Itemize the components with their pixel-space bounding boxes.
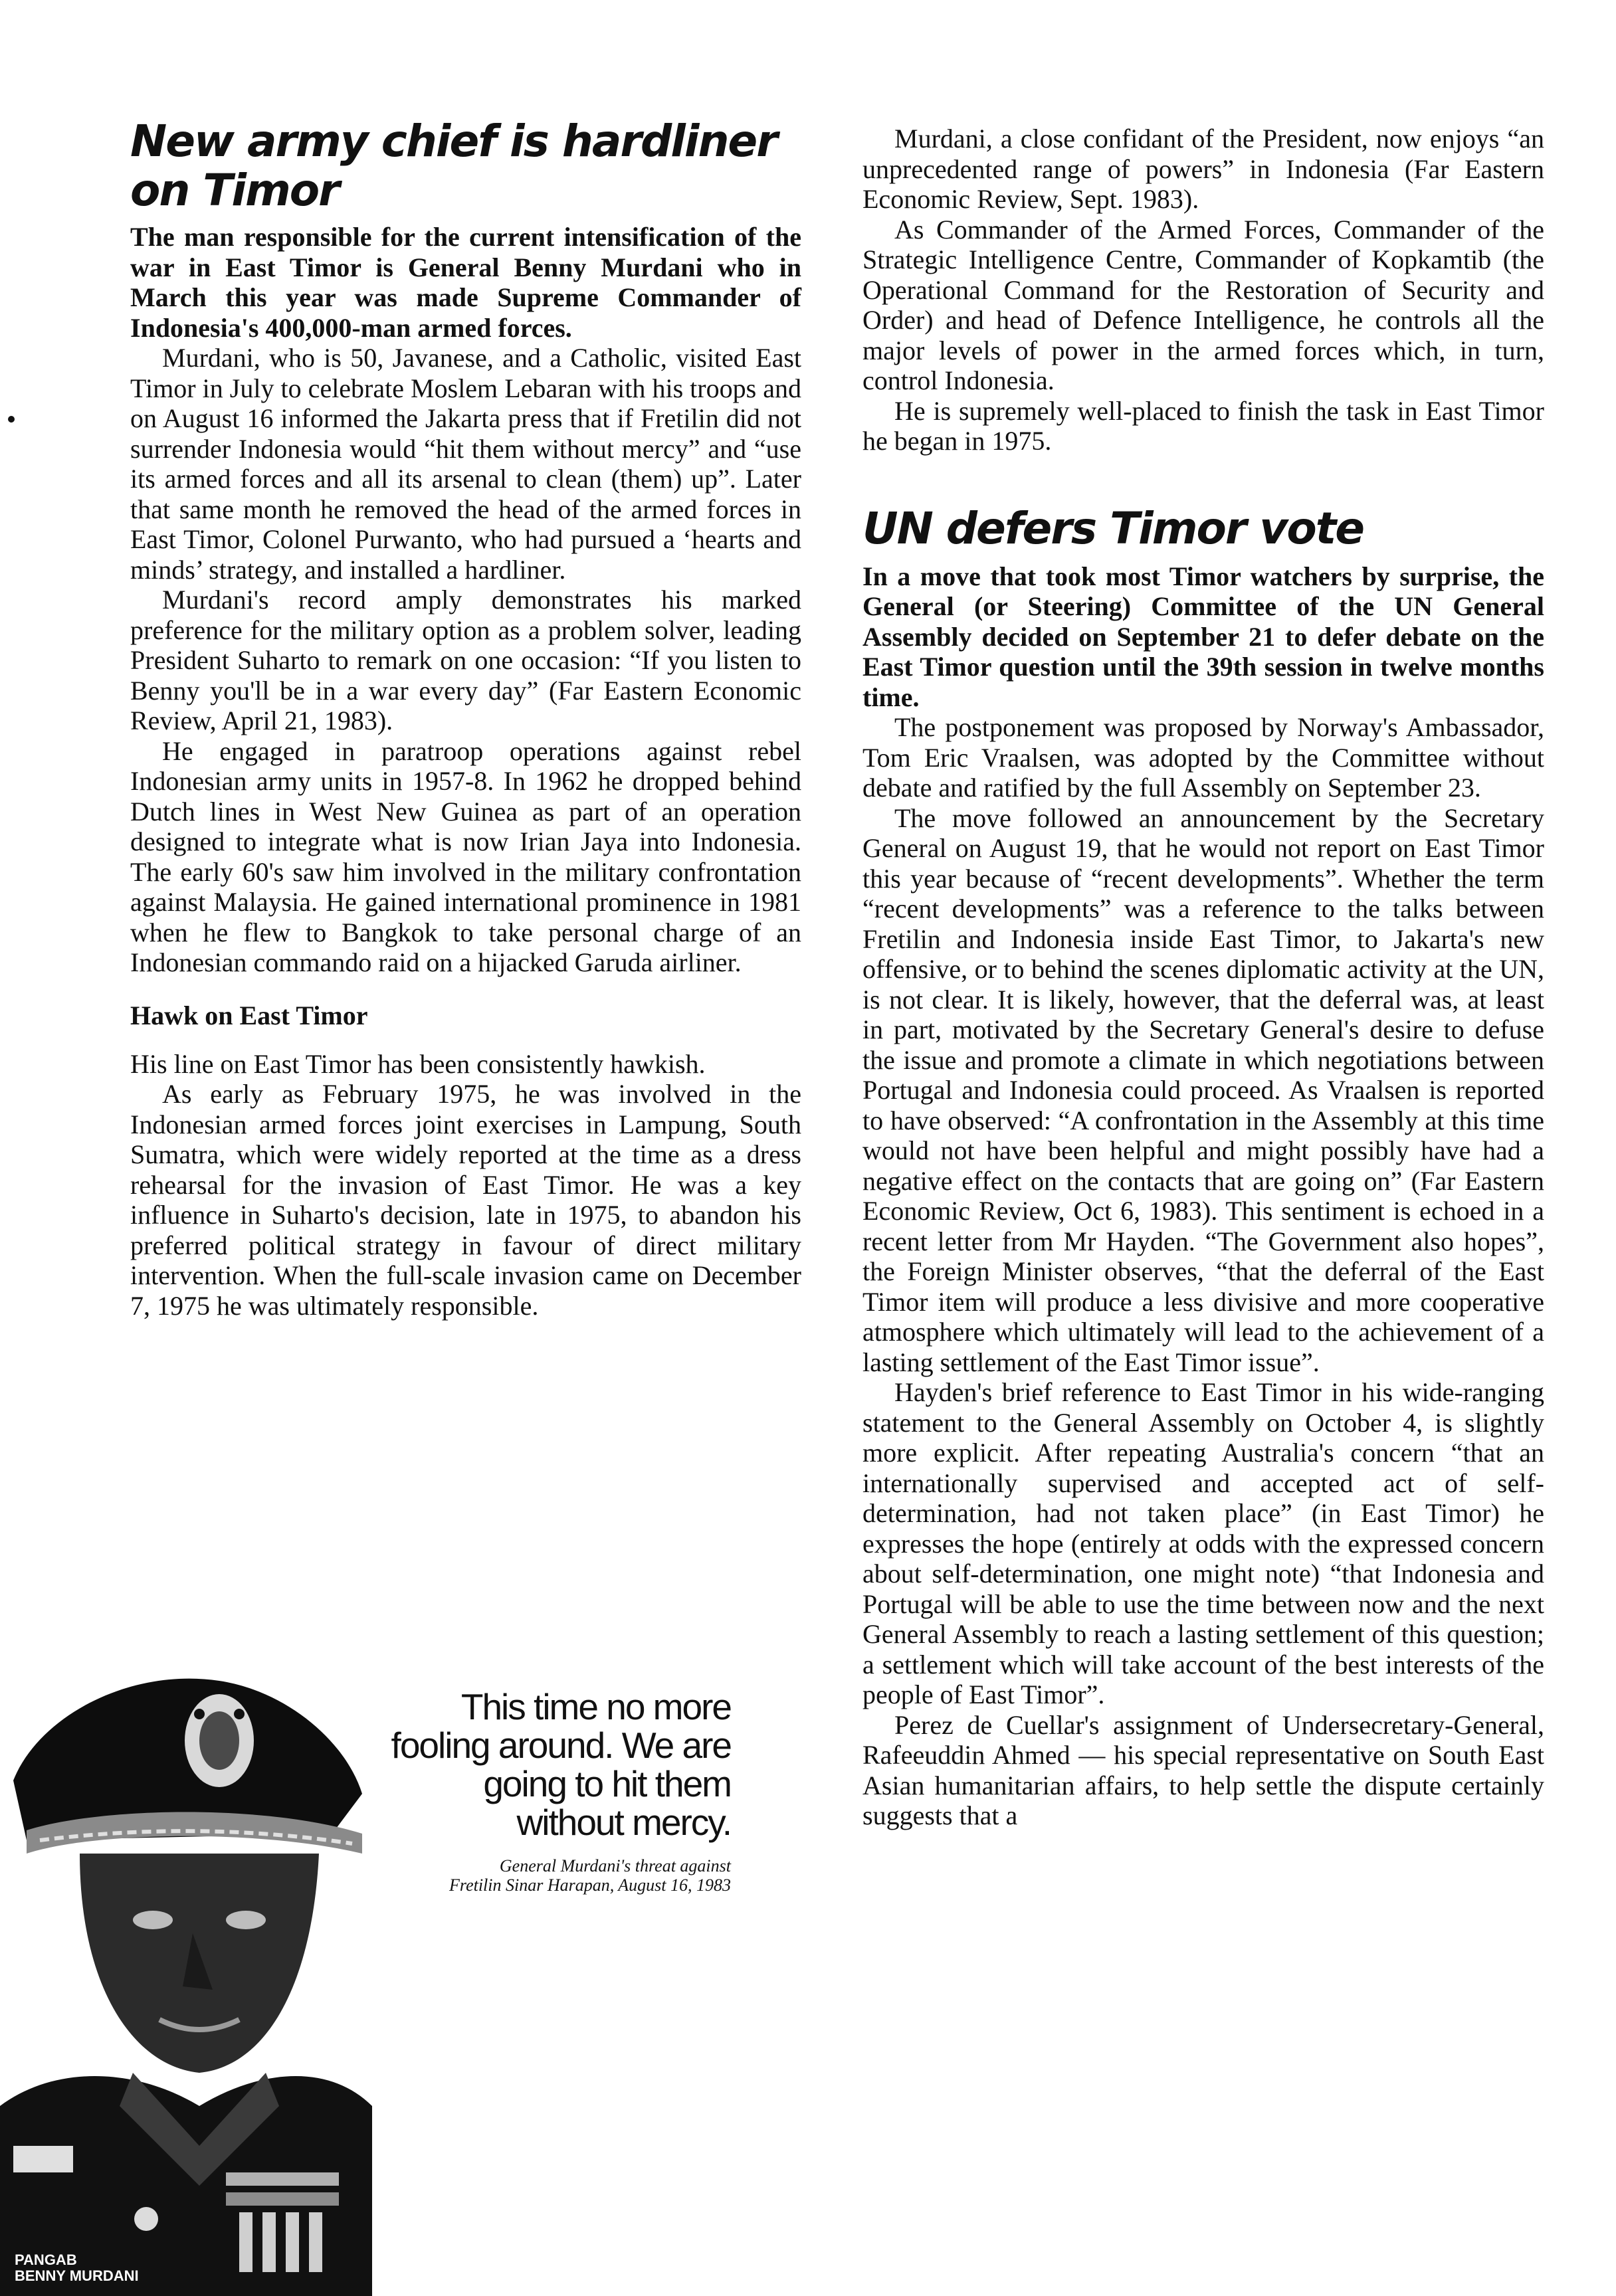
article-paragraph: As early as February 1975, he was involved in the Indonesian armed forces joint exercises in Lampung, South Sumatra, which were widely reported at the time as a dress rehearsal for the invasion of East Timor. He was a key influence in Suharto's decision, late in 1975, to abandon his preferred political strategy in favour of direct military intervention. When the full-scale invasion came on December 7, 1975 he was ultimately responsible. <box>130 1079 801 1321</box>
quote-text: This time no more fooling around. We are going to hit them without mercy. <box>391 1686 731 1843</box>
attribution-line: Fretilin Sinar Harapan, August 16, 1983 <box>449 1875 731 1895</box>
article-paragraph: Murdani's record amply demonstrates his marked preference for the military option as a problem solver, leading President Suharto to remark on one occasion: “If you listen to Benny you'll be in a war every day” (Far Eastern Economic Review, April 21, 1983). <box>130 585 801 735</box>
article-headline: New army chief is hardliner on Timor <box>130 116 777 216</box>
article-paragraph: Perez de Cuellar's assignment of Undersecretary-General, Rafeeuddin Ahmed — his special representative on South East Asian humanitarian affairs, to help settle the dispute certainly suggests that a <box>862 1709 1544 1830</box>
nameplate-line: PANGAB <box>15 2251 77 2268</box>
pull-quote <box>372 1687 731 1895</box>
quote-attribution <box>372 1856 731 1895</box>
article-paragraph: Murdani, who is 50, Javanese, and a Catholic, visited East Timor in July to celebrate Moslem Lebaran with his troops and on August 16 informed the Jakarta press that if Fretilin did not surrender Indonesia would “hit them without mercy” and “use its armed forces and all its arsenal to clean (them) up”. Later that same month he removed the head of the armed forces in East Timor, Colonel Purwanto, who had pursued a ‘hearts and minds’ strategy, and installed a hardliner. <box>130 343 801 585</box>
photo-nameplate <box>15 2252 139 2284</box>
article-paragraph: His line on East Timor has been consistently hawkish. <box>130 1048 706 1079</box>
general-portrait-photo <box>0 1641 372 2296</box>
portrait-image <box>0 1641 372 2296</box>
article-paragraph: The move followed an announcement by the Secretary General on August 19, that he would not report on East Timor this year because of “recent developments”. Whether the term “recent developments” was a reference to the talks between Fretilin and Indonesia inside East Timor, to Jakarta's new offensive, or to behind the scenes diplomatic activity at the UN, is not clear. It is likely, however, that the deferral was, at least in part, motivated by the Secretary General's desire to defuse the issue and promote a climate in which negotiations between Portugal and Indonesia could proceed. As Vraalsen is reported to have observed: “A confrontation in the Assembly at this time would not have been helpful and might possibly have had a negative effect on the contacts that are going on” (Far Eastern Economic Review, Oct 6, 1983). This sentiment is echoed in a recent letter from Mr Hayden. “The Government also hopes”, the Foreign Minister observes, “that the deferral of the East Timor item will produce a less divisive and more cooperative atmosphere which ultimately will lead to the achievement of a lasting settlement of the East Timor issue”. <box>862 803 1544 1377</box>
right-column <box>862 124 1544 1831</box>
article-subhead: Hawk on East Timor <box>130 1000 368 1030</box>
attribution-line: General Murdani's threat against <box>499 1856 731 1875</box>
article-paragraph: He engaged in paratroop operations against rebel Indonesian army units in 1957-8. In 1962 he dropped behind Dutch lines in West New Guinea as part of an operation designed to integrate what is now Irian Jaya into Indonesia. The early 60's saw him involved in the military confrontation against Malaysia. He gained international prominence in 1981 when he flew to Bangkok to take personal charge of an Indonesian commando raid on a hijacked Garuda airliner. <box>130 735 801 977</box>
article-paragraph: As Commander of the Armed Forces, Commander of the Strategic Intelligence Centre, Commander of Kopkamtib (the Operational Command for the Restoration of Security and Order) and head of Defence Intelligence, he controls all the major levels of power in the armed forces which, in turn, control Indonesia. <box>862 214 1544 395</box>
article-standfirst: The man responsible for the current intensification of the war in East Timor is General Benny Murdani who in March this year was made Supreme Commander of Indonesia's 400,000-man armed forces. <box>130 222 801 343</box>
article-paragraph: The postponement was proposed by Norway's Ambassador, Tom Eric Vraalsen, was adopted by the Committee without debate and ratified by the full Assembly on September 23. <box>862 712 1544 803</box>
margin-dot <box>8 416 15 423</box>
article-paragraph: Hayden's brief reference to East Timor in his wide-ranging statement to the General Assembly on October 4, is slightly more explicit. After repeating Australia's concern “that an internationally supervised and accepted act of self-determination, had not taken place” (in East Timor) he expresses the hope (entirely at odds with the expressed concern about self-determination, one might note) “that Indonesia and Portugal will be able to use the time between now and the next General Assembly to reach a lasting settlement of this question; a settlement which will take account of the best interests of the people of East Timor”. <box>862 1377 1544 1709</box>
article-paragraph: Murdani, a close confidant of the President, now enjoys “an unprecedented range of powers” in Indonesia (Far Eastern Economic Review, Sept. 1983). <box>862 124 1544 214</box>
article-headline: UN defers Timor vote <box>862 502 1364 554</box>
article-paragraph: He is supremely well-placed to finish the task in East Timor he began in 1975. <box>862 395 1544 456</box>
article-standfirst: In a move that took most Timor watchers by surprise, the General (or Steering) Committee of the UN General Assembly decided on September 21 to defer debate on the East Timor question until the 39th session in twelve months time. <box>862 561 1544 712</box>
left-column <box>130 117 801 1321</box>
nameplate-line: BENNY MURDANI <box>15 2267 139 2284</box>
